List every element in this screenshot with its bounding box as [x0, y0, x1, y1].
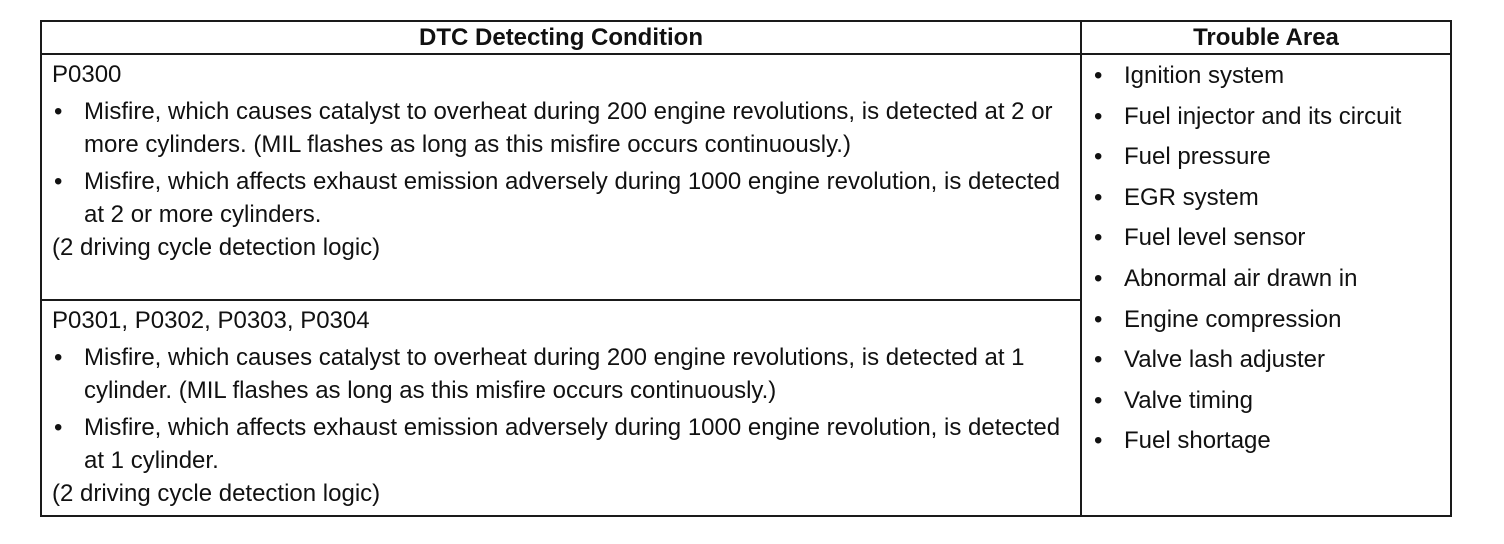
bullet-dot: • [1094, 62, 1103, 89]
dtc-code: P0301, P0302, P0303, P0304 [52, 307, 370, 334]
detection-logic: (2 driving cycle detection logic) [52, 234, 381, 261]
trouble-area-item [1092, 59, 1440, 100]
trouble-area-item [1092, 140, 1440, 181]
condition-column [42, 55, 1082, 515]
trouble-area-text: Ignition system [1124, 62, 1285, 89]
trouble-area-text: Abnormal air drawn in [1124, 264, 1358, 292]
condition-block-p0300 [42, 55, 1080, 301]
trouble-area-item [1092, 424, 1440, 465]
bullet-dot: • [1094, 183, 1103, 211]
dtc-table [40, 20, 1452, 517]
trouble-area-column [1082, 55, 1450, 515]
header-trouble-area: Trouble Area [1082, 22, 1450, 55]
condition-text: Misfire, which affects exhaust emission adversely during 1000 engine revolution, is detected at 2 or more cylinders. [84, 168, 1061, 228]
trouble-area-text: Fuel level sensor [1124, 224, 1306, 252]
bullet-dot: • [54, 98, 63, 125]
condition-bullet [52, 411, 1070, 477]
bullet-dot: • [54, 168, 63, 195]
condition-bullet [52, 95, 1070, 161]
bullet-dot: • [1094, 143, 1103, 171]
dtc-code: P0300 [52, 61, 122, 88]
condition-block-p0301-p0304 [42, 301, 1080, 510]
condition-text: Misfire, which affects exhaust emission adversely during 1000 engine revolution, is detected at 1 cylinder. [84, 414, 1061, 474]
bullet-dot: • [1094, 386, 1103, 414]
trouble-area-item [1092, 262, 1440, 303]
bullet-dot: • [54, 414, 63, 441]
header-dtc-detecting-condition: DTC Detecting Condition [42, 22, 1082, 55]
condition-bullet [52, 165, 1070, 231]
trouble-area-item [1092, 303, 1440, 344]
trouble-area-item [1092, 100, 1440, 141]
trouble-area-text: Valve lash adjuster [1124, 346, 1325, 374]
trouble-area-text: EGR system [1124, 183, 1259, 211]
condition-text: Misfire, which causes catalyst to overheat during 200 engine revolutions, is detected at 1 cylinder. (MIL flashes as long as this misfire occurs continuously.) [84, 344, 1025, 404]
trouble-area-text: Fuel injector and its circuit [1124, 102, 1402, 130]
bullet-dot: • [1094, 102, 1103, 130]
trouble-area-item [1092, 221, 1440, 262]
bullet-dot: • [1094, 305, 1103, 333]
bullet-dot: • [1094, 427, 1103, 455]
condition-text: Misfire, which causes catalyst to overheat during 200 engine revolutions, is detected at 2 or more cylinders. (MIL flashes as long as this misfire occurs continuously.) [84, 98, 1053, 158]
trouble-area-item [1092, 384, 1440, 425]
condition-bullet [52, 341, 1070, 407]
trouble-area-text: Valve timing [1124, 386, 1253, 414]
trouble-area-text: Fuel shortage [1124, 427, 1271, 455]
trouble-area-item [1092, 181, 1440, 222]
bullet-dot: • [1094, 264, 1103, 292]
bullet-dot: • [1094, 346, 1103, 374]
detection-logic: (2 driving cycle detection logic) [52, 480, 381, 507]
trouble-area-item [1092, 343, 1440, 384]
bullet-dot: • [54, 344, 63, 371]
trouble-area-text: Engine compression [1124, 305, 1342, 333]
bullet-dot: • [1094, 224, 1103, 252]
trouble-area-text: Fuel pressure [1124, 143, 1271, 171]
